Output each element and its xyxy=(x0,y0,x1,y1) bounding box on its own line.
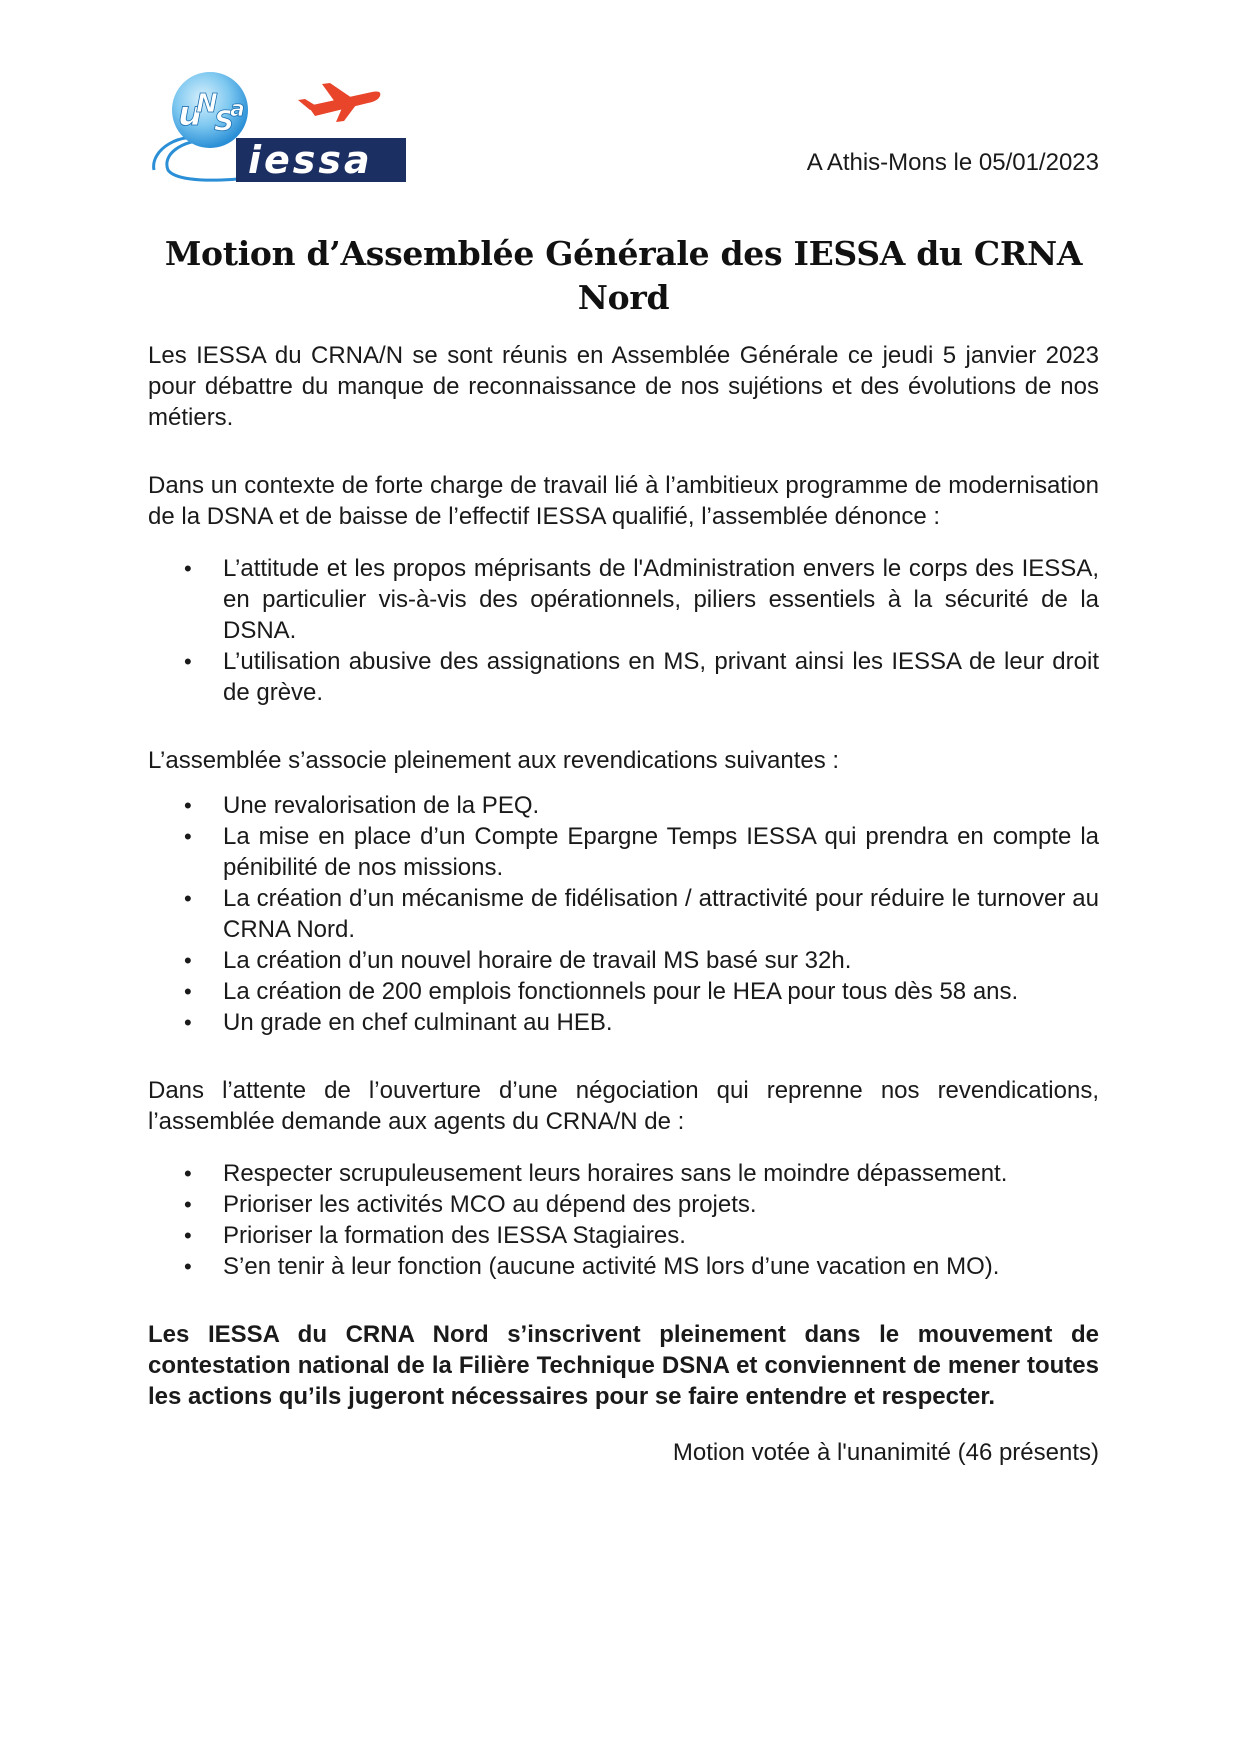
airplane-icon xyxy=(298,83,380,122)
page-title: Motion d’Assemblée Générale des IESSA du CRNA Nord xyxy=(164,234,1083,317)
list-item: • S’en tenir à leur fonction (aucune activité MS lors d’une vacation en MO). xyxy=(148,1251,1099,1282)
logo-wordmark: iessa xyxy=(248,138,373,182)
document-body xyxy=(148,340,1099,1468)
context-paragraph: Dans un contexte de forte charge de travail lié à l’ambitieux programme de modernisation de la DSNA et de baisse de l’effectif IESSA qualifié, l’assemblée dénonce : xyxy=(148,472,1099,530)
list-item: • La création d’un mécanisme de fidélisation / attractivité pour réduire le turnover au CRNA Nord. xyxy=(148,883,1099,945)
denounce-list xyxy=(148,553,1099,708)
claims-intro: L’assemblée s’associe pleinement aux revendications suivantes : xyxy=(148,747,840,774)
claims-list xyxy=(148,790,1099,1038)
list-item: • Un grade en chef culminant au HEB. xyxy=(148,1007,1099,1038)
list-item: • Une revalorisation de la PEQ. xyxy=(148,790,1099,821)
list-item: • Respecter scrupuleusement leurs horaires sans le moindre dépassement. xyxy=(148,1158,1099,1189)
requests-list xyxy=(148,1158,1099,1282)
vote-result: Motion votée à l'unanimité (46 présents) xyxy=(672,1439,1099,1466)
list-item: • Prioriser les activités MCO au dépend des projets. xyxy=(148,1189,1099,1220)
intro-paragraph: Les IESSA du CRNA/N se sont réunis en Assemblée Générale ce jeudi 5 janvier 2023 pour débattre du manque de reconnaissance de nos sujétions et des évolutions de nos métiers. xyxy=(148,342,1099,431)
list-item: • La création de 200 emplois fonctionnels pour le HEA pour tous dès 58 ans. xyxy=(148,976,1099,1007)
list-item: • La mise en place d’un Compte Epargne Temps IESSA qui prendra en compte la pénibilité de nos missions. xyxy=(148,821,1099,883)
svg-text:S: S xyxy=(214,104,235,137)
date-line: A Athis-Mons le 05/01/2023 xyxy=(806,149,1099,176)
list-item: • L’attitude et les propos méprisants de l'Administration envers le corps des IESSA, en particulier vis-à-vis des opérationnels, piliers essentiels à la sécurité de la DSNA. xyxy=(148,553,1099,646)
list-item: • L’utilisation abusive des assignations en MS, privant ainsi les IESSA de leur droit de grève. xyxy=(148,646,1099,708)
unsa-iessa-logo xyxy=(150,70,465,195)
svg-text:N: N xyxy=(196,89,218,119)
svg-text:u: u xyxy=(178,94,203,134)
svg-text:a: a xyxy=(230,97,245,122)
conclusion-paragraph: Les IESSA du CRNA Nord s’inscrivent pleinement dans le mouvement de contestation national de la Filière Technique DSNA et conviennent de mener toutes les actions qu’ils jugeront nécessaires pour se faire entendre et respecter. xyxy=(148,1321,1099,1410)
list-item: • La création d’un nouvel horaire de travail MS basé sur 32h. xyxy=(148,945,1099,976)
requests-intro: Dans l’attente de l’ouverture d’une négociation qui reprenne nos revendications, l’assemblée demande aux agents du CRNA/N de : xyxy=(148,1077,1099,1135)
list-item: • Prioriser la formation des IESSA Stagiaires. xyxy=(148,1220,1099,1251)
